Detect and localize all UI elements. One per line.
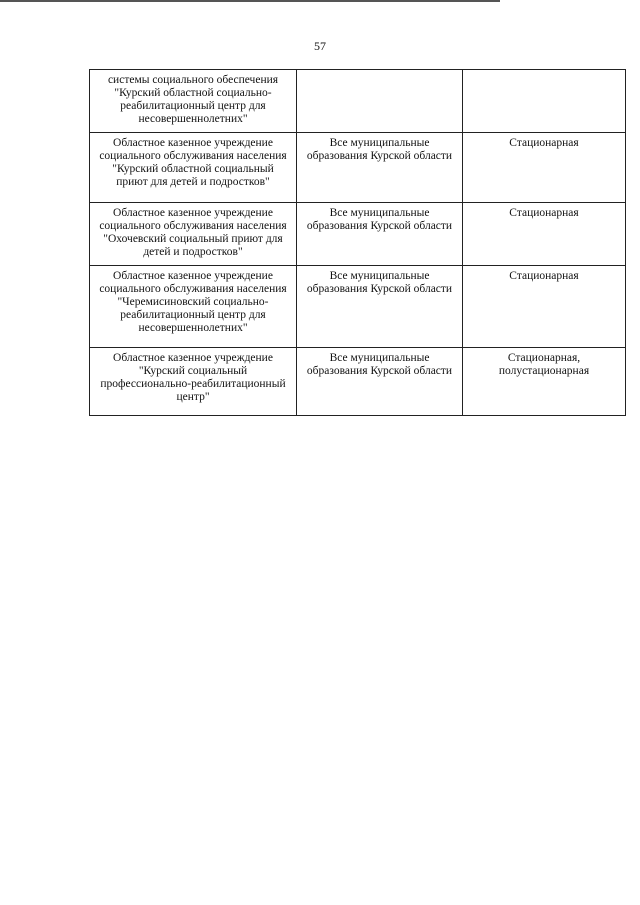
cell-institution: системы социального обеспечения "Курский областной социально- реабилитационный центр для несовершеннолетних": [90, 70, 297, 133]
cell-institution: Областное казенное учреждение социального обслуживания населения "Охочевский социальный приют для детей и подростков": [90, 203, 297, 266]
table-row: [90, 348, 626, 416]
page-number: 57: [314, 39, 326, 53]
cell-territory: Все муниципальные образования Курской области: [297, 133, 463, 203]
cell-institution: Областное казенное учреждение "Курский социальный профессионально-реабилитационный центр": [90, 348, 297, 416]
cell-service-form: Стационарная: [463, 133, 626, 203]
cell-institution: Областное казенное учреждение социального обслуживания населения "Черемисиновский социально- реабилитационный центр для несовершеннолетних": [90, 266, 297, 348]
cell-territory: Все муниципальные образования Курской области: [297, 348, 463, 416]
cell-service-form: Стационарная: [463, 203, 626, 266]
table-row: [90, 266, 626, 348]
table-row: [90, 203, 626, 266]
cell-territory: Все муниципальные образования Курской области: [297, 266, 463, 348]
table-row: [90, 70, 626, 133]
cell-territory: Все муниципальные образования Курской области: [297, 203, 463, 266]
scan-edge-line: [0, 0, 500, 2]
institutions-table: [89, 69, 626, 416]
cell-service-form: Стационарная: [463, 266, 626, 348]
table-row: [90, 133, 626, 203]
cell-institution: Областное казенное учреждение социального обслуживания населения "Курский областной социальный приют для детей и подростков": [90, 133, 297, 203]
cell-service-form: Стационарная, полустационарная: [463, 348, 626, 416]
cell-territory: [297, 70, 463, 133]
cell-service-form: [463, 70, 626, 133]
